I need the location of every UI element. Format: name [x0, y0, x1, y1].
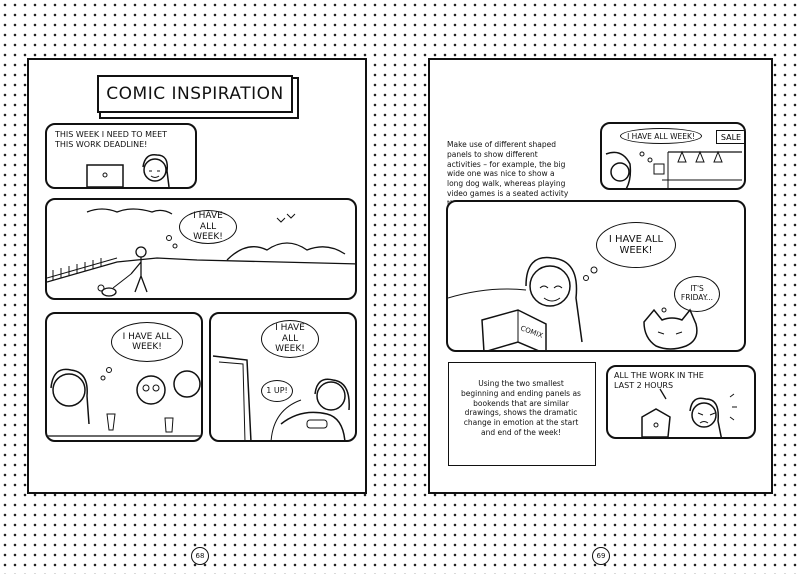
- panel-deadline: [45, 123, 197, 189]
- panel-shopping: [600, 122, 746, 190]
- friends-drinking-drawing: [47, 314, 203, 442]
- book-title: COMIX: [519, 324, 544, 340]
- panel-deadline-end: [606, 365, 756, 439]
- page-title: COMIC INSPIRATION: [106, 84, 284, 104]
- note-box: [448, 362, 596, 466]
- panel-caption: THIS WEEK I NEED TO MEET THIS WORK DEADLINE!: [55, 130, 168, 149]
- page-number: 68: [191, 547, 209, 565]
- panel-caption: ALL THE WORK IN THE LAST 2 HOURS: [614, 371, 704, 390]
- title-box: [97, 75, 293, 113]
- speech-bubble: I HAVE ALL WEEK!: [179, 210, 237, 244]
- speech-bubble: I HAVE ALL WEEK!: [596, 222, 676, 268]
- page-number: 69: [592, 547, 610, 565]
- sale-sign: SALE: [716, 130, 746, 144]
- dog-walk-drawing: [47, 200, 357, 300]
- woman-at-laptop-drawing: [47, 125, 197, 189]
- woman-shopping-drawing: [602, 124, 746, 190]
- panel-dog-walk: [45, 198, 357, 300]
- speech-bubble: I HAVE ALL WEEK!: [261, 320, 319, 358]
- stressed-woman-drawing: [608, 367, 756, 439]
- panel-drinks: [45, 312, 203, 442]
- left-page: [27, 58, 367, 560]
- speech-bubble-cat: IT'S FRIDAY...: [674, 276, 720, 312]
- right-page: [428, 58, 773, 560]
- panel-reading: [446, 200, 746, 352]
- woman-reading-drawing: [448, 202, 746, 352]
- speech-bubble-small: 1 UP!: [261, 380, 293, 402]
- woman-gaming-drawing: [211, 314, 357, 442]
- panel-bubble: I HAVE ALL WEEK!: [620, 128, 702, 144]
- note-bottom: Using the two smallest beginning and ending panels as bookends that are similar drawings, shows the dramatic change in emotion at the start and end of the week!: [461, 379, 581, 437]
- note-top: Make use of different shaped panels to show different activities – for example, the big wide one was nice to show a long dog walk, whereas playing video games is a seated activity: [447, 140, 569, 198]
- speech-bubble: I HAVE ALL WEEK!: [111, 322, 183, 362]
- panel-gaming: [209, 312, 357, 442]
